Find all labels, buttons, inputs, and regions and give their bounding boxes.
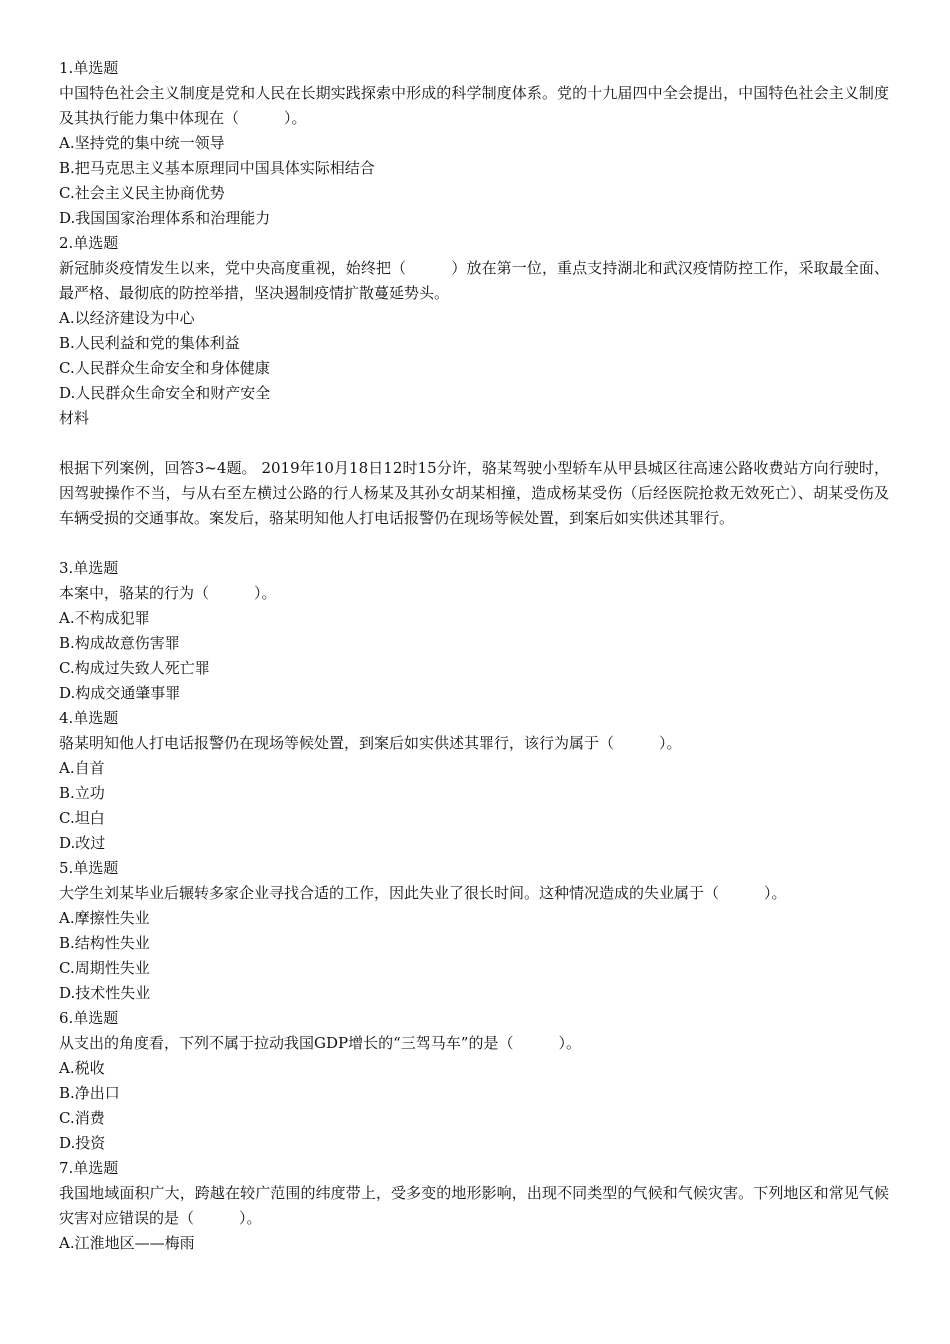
question-stem: 新冠肺炎疫情发生以来，党中央高度重视，始终把（ ）放在第一位，重点支持湖北和武汉疫情防控工作，采取最全面、最严格、最彻底的防控举措，坚决遏制疫情扩散蔓延势头。 [59,259,889,302]
option-c: C.周期性失业 [59,959,150,977]
option-d: D.投资 [59,1134,106,1152]
option-b: B.净出口 [59,1084,120,1102]
question-type: 1.单选题 [59,59,119,77]
material-text: 根据下列案例，回答3~4题。 2019年10月18日12时15分许，骆某驾驶小型轿车从甲县城区往高速公路收费站方向行驶时，因驾驶操作不当，与从右至左横过公路的行人杨某及其孙女胡某相撞，造成杨某受伤（后经医院抢救无效死亡）、胡某受伤及车辆受损的交通事故。案发后，骆某明知他人打电话报警仍在现场等候处置，到案后如实供述其罪行。 [59,459,889,527]
option-d: D.技术性失业 [59,984,151,1002]
question-type: 5.单选题 [59,859,119,877]
spacer [59,431,889,456]
option-b: B.人民利益和党的集体利益 [59,334,240,352]
option-a: A.坚持党的集中统一领导 [59,134,225,152]
option-a: A.江淮地区——梅雨 [59,1234,195,1252]
option-c: C.社会主义民主协商优势 [59,184,225,202]
question-stem: 中国特色社会主义制度是党和人民在长期实践探索中形成的科学制度体系。党的十九届四中全会提出，中国特色社会主义制度及其执行能力集中体现在（ ）。 [59,84,889,127]
option-a: A.摩擦性失业 [59,909,150,927]
question-type: 7.单选题 [59,1159,119,1177]
material-heading: 材料 [59,409,90,427]
question-stem: 大学生刘某毕业后辗转多家企业寻找合适的工作，因此失业了很长时间。这种情况造成的失业属于（ ）。 [59,884,787,902]
question-type: 3.单选题 [59,559,119,577]
option-a: A.税收 [59,1059,105,1077]
option-b: B.立功 [59,784,105,802]
question-1 [59,56,889,231]
question-4 [59,706,889,856]
question-stem: 本案中，骆某的行为（ ）。 [59,584,277,602]
question-6 [59,1006,889,1156]
question-2 [59,231,889,406]
option-c: C.消费 [59,1109,105,1127]
document-page [59,56,889,1256]
spacer [59,531,889,556]
option-a: A.以经济建设为中心 [59,309,195,327]
option-c: C.构成过失致人死亡罪 [59,659,210,677]
option-b: B.构成故意伤害罪 [59,634,180,652]
question-stem: 我国地域面积广大，跨越在较广范围的纬度带上，受多变的地形影响，出现不同类型的气候和气候灾害。下列地区和常见气候灾害对应错误的是（ ）。 [59,1184,889,1227]
material-block [59,406,889,556]
option-d: D.我国国家治理体系和治理能力 [59,209,271,227]
question-3 [59,556,889,706]
question-type: 4.单选题 [59,709,119,727]
option-b: B.结构性失业 [59,934,150,952]
option-d: D.改过 [59,834,106,852]
question-type: 2.单选题 [59,234,119,252]
question-7 [59,1156,889,1256]
question-stem: 骆某明知他人打电话报警仍在现场等候处置，到案后如实供述其罪行，该行为属于（ ）。 [59,734,682,752]
option-d: D.构成交通肇事罪 [59,684,181,702]
question-stem: 从支出的角度看，下列不属于拉动我国GDP增长的“三驾马车”的是（ ）。 [59,1034,581,1052]
option-b: B.把马克思主义基本原理同中国具体实际相结合 [59,159,375,177]
option-d: D.人民群众生命安全和财产安全 [59,384,271,402]
option-c: C.坦白 [59,809,105,827]
option-c: C.人民群众生命安全和身体健康 [59,359,270,377]
question-5 [59,856,889,1006]
option-a: A.不构成犯罪 [59,609,150,627]
question-type: 6.单选题 [59,1009,119,1027]
option-a: A.自首 [59,759,105,777]
